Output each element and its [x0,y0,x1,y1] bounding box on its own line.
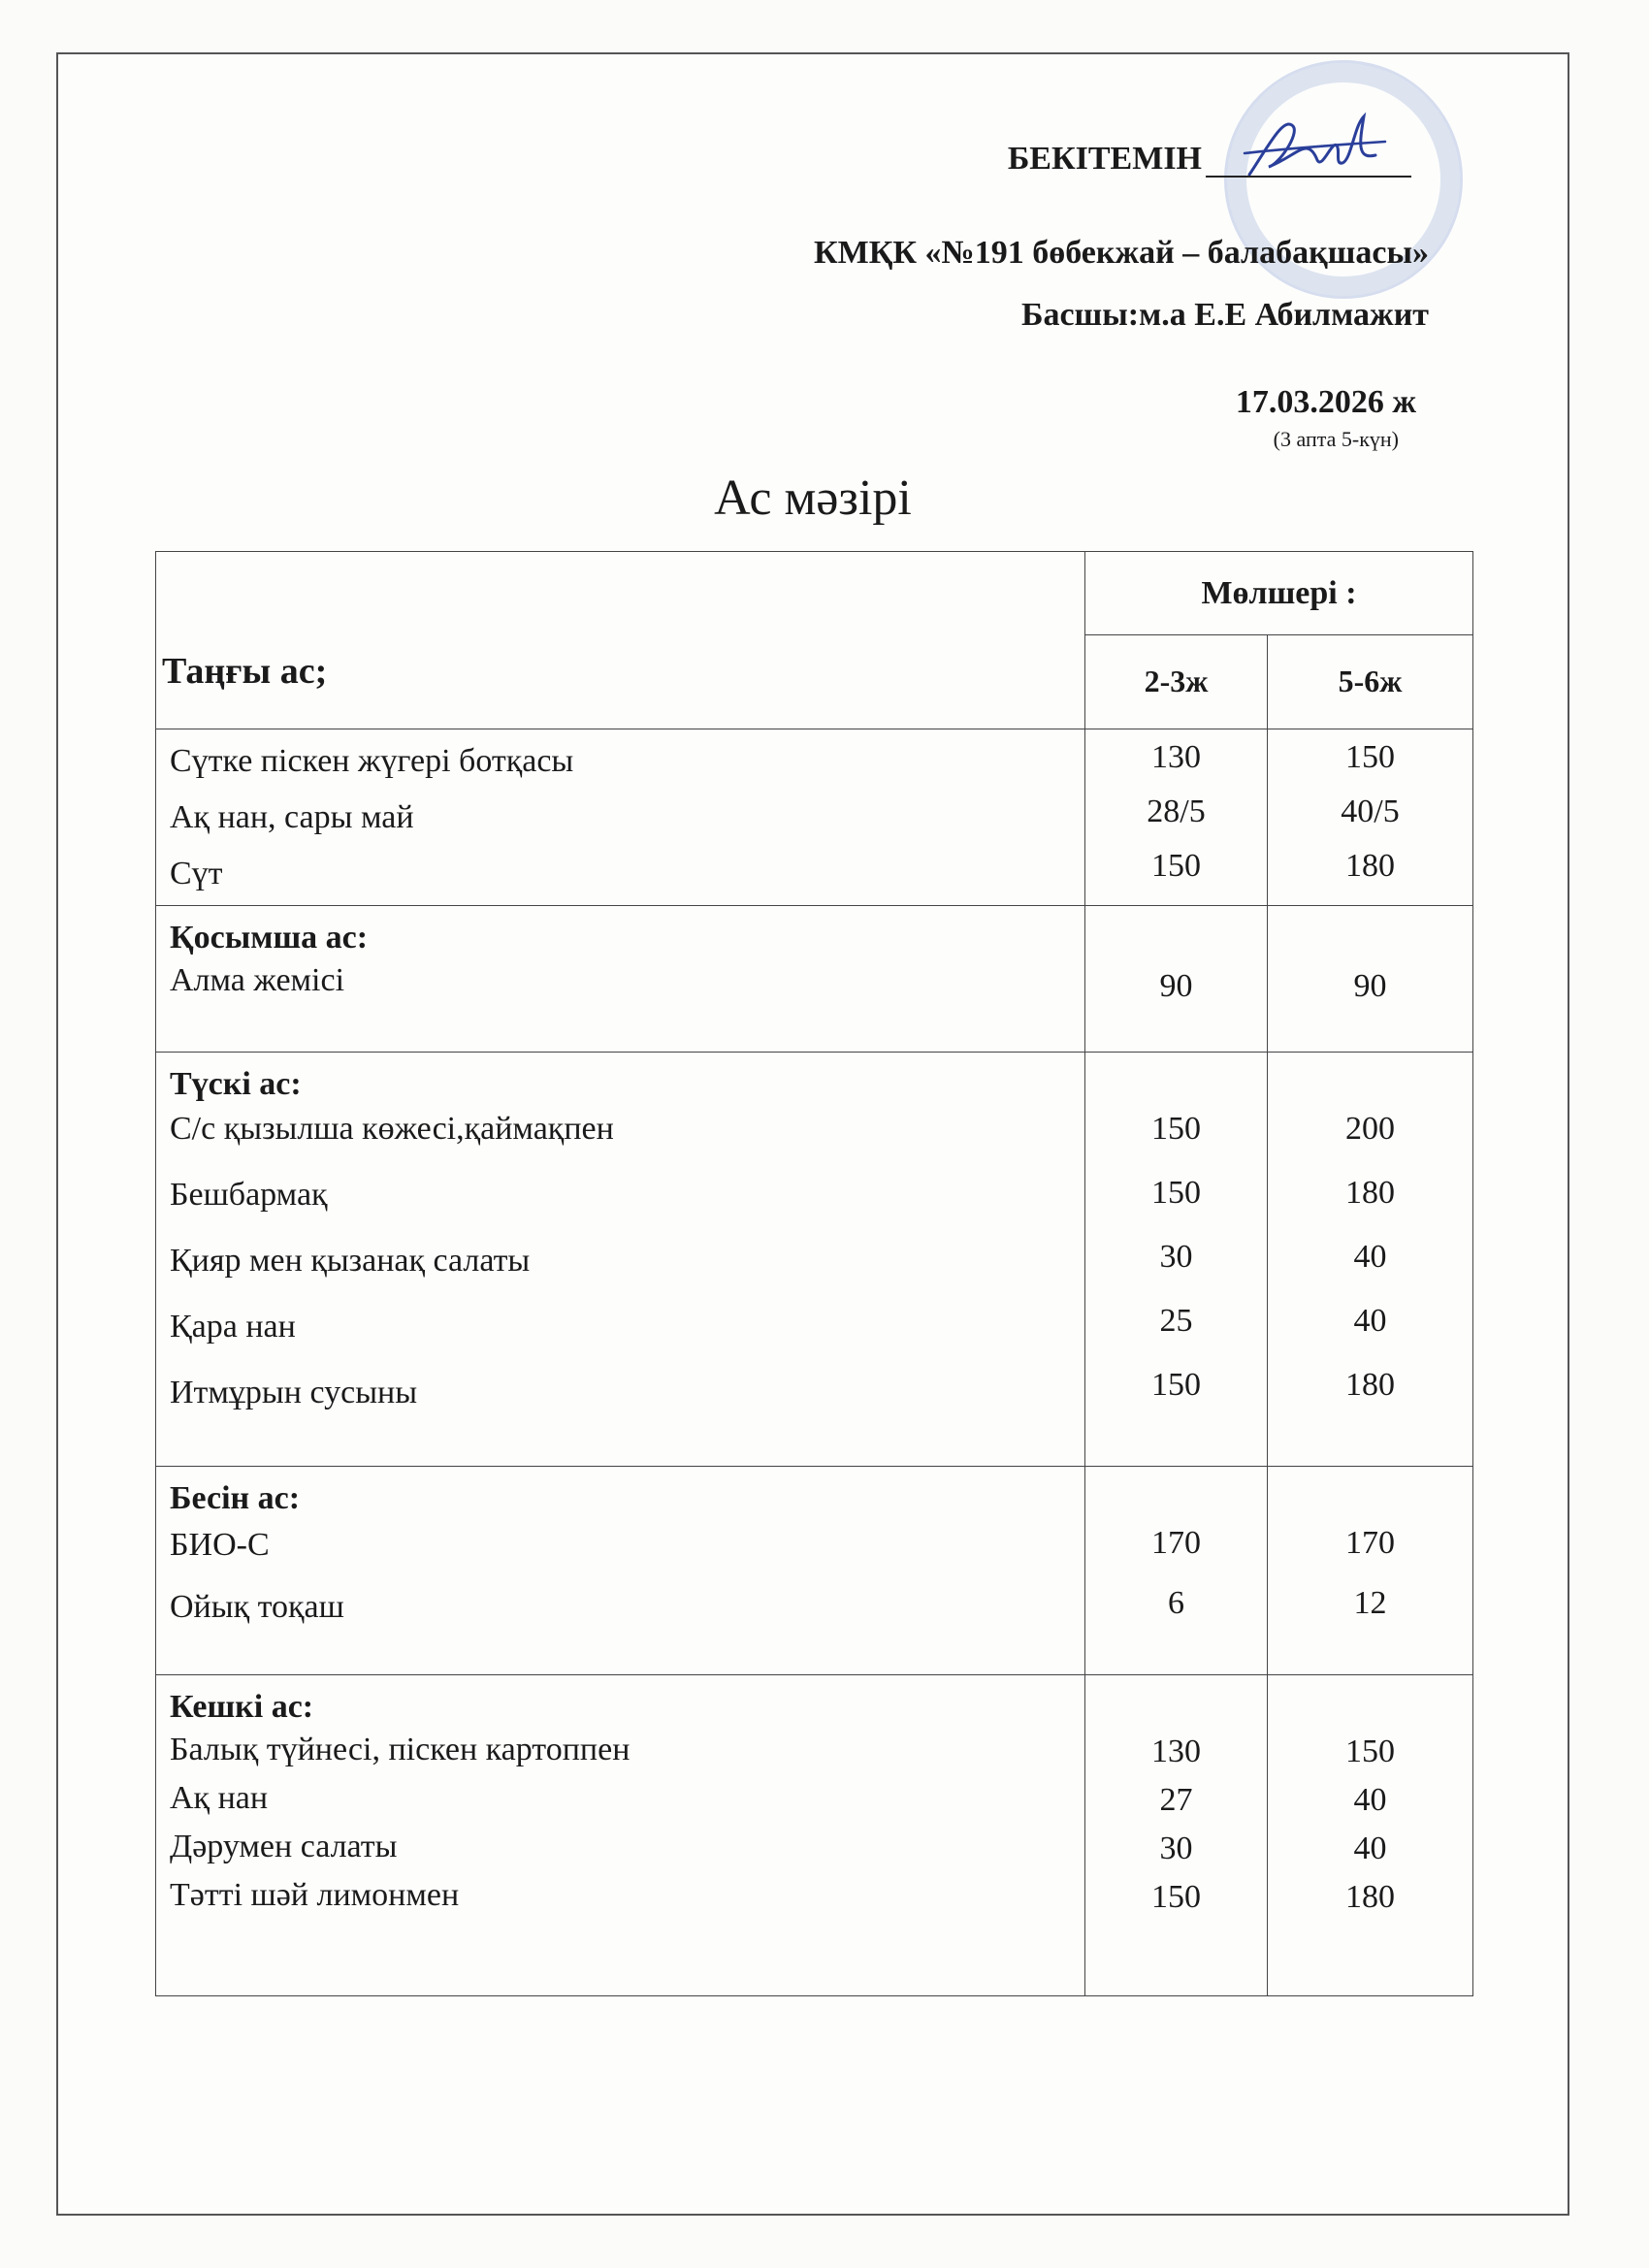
menu-section [156,1052,1473,1466]
section-items [156,1467,1085,1675]
qty-2-3: 130 [1151,738,1201,775]
section-items [156,729,1085,906]
qty-2-3-column [1085,1052,1268,1466]
menu-section [156,906,1473,1053]
quantity-header: Мөлшері : [1085,552,1473,635]
section-title: Бесін ас: [170,1480,301,1517]
qty-5-6: 180 [1345,1174,1395,1211]
qty-2-3: 170 [1151,1525,1201,1562]
menu-section [156,729,1473,906]
qty-5-6-column [1268,1467,1473,1675]
section-items [156,1674,1085,1995]
qty-2-3: 150 [1151,1174,1201,1211]
menu-item: Ойық тоқаш [170,1589,344,1626]
section-items [156,906,1085,1053]
week-day: (3 апта 5-күн) [1273,427,1399,451]
page-title: Ас мәзірі [714,470,912,526]
qty-5-6: 180 [1345,847,1395,884]
qty-2-3: 150 [1151,1878,1201,1915]
menu-item: С/с қызылша көжесі,қаймақпен [170,1110,614,1147]
qty-5-6: 200 [1345,1110,1395,1147]
menu-item: Балық түйнесі, піскен картоппен [170,1731,630,1767]
menu-item: Алма жемісі [170,962,345,999]
qty-5-6: 12 [1353,1585,1387,1622]
age-group-5-6: 5-6ж [1268,635,1473,729]
qty-2-3: 6 [1168,1585,1184,1622]
section-title: Түскі ас: [170,1065,302,1102]
qty-2-3: 27 [1159,1781,1193,1818]
qty-2-3: 25 [1159,1302,1193,1339]
qty-2-3-column [1085,1467,1268,1675]
qty-2-3: 150 [1151,1110,1201,1147]
qty-2-3: 90 [1159,968,1193,1005]
approval-line [1008,141,1411,178]
qty-5-6: 40/5 [1341,793,1400,829]
qty-2-3-column [1085,729,1268,906]
qty-5-6: 90 [1353,968,1387,1005]
qty-2-3: 28/5 [1147,793,1206,829]
menu-item: Сүт [170,855,223,891]
organization-name: КМҚК «№191 бөбекжай – балабақшасы» [814,235,1429,271]
qty-5-6-column [1268,1674,1473,1995]
menu-item: БИО-С [170,1527,270,1564]
menu-section [156,1674,1473,1995]
breakfast-header: Таңғы ас; [156,552,1085,729]
menu-item: Қара нан [170,1308,296,1345]
menu-item: Итмұрын сусыны [170,1374,418,1410]
head-name: Басшы:м.а Е.Е Абилмажит [1020,297,1429,333]
menu-item: Сүтке піскен жүгері ботқасы [170,742,574,779]
menu-section [156,1467,1473,1675]
signature-line [1206,146,1411,178]
qty-5-6: 40 [1353,1238,1387,1275]
qty-5-6-column [1268,906,1473,1053]
qty-2-3: 30 [1159,1830,1193,1866]
qty-5-6: 170 [1345,1525,1395,1562]
menu-item: Қияр мен қызанақ салаты [170,1242,531,1279]
section-title: Кешкі ас: [170,1688,314,1725]
menu-item: Ақ нан [170,1779,269,1816]
menu-table [155,551,1473,1996]
section-items [156,1052,1085,1466]
qty-5-6: 150 [1345,1733,1395,1769]
qty-2-3: 130 [1151,1733,1201,1769]
qty-5-6-column [1268,729,1473,906]
menu-item: Ақ нан, сары май [170,798,414,835]
approval-label: БЕКІТЕМІН [1007,141,1202,177]
section-title: Қосымша ас: [170,920,369,956]
document-date: 17.03.2026 ж [1235,384,1416,420]
qty-5-6: 180 [1345,1878,1395,1915]
qty-2-3-column [1085,1674,1268,1995]
menu-item: Тәтті шәй лимонмен [170,1876,460,1913]
qty-2-3: 30 [1159,1238,1193,1275]
qty-5-6: 180 [1345,1366,1395,1403]
qty-5-6: 40 [1353,1302,1387,1339]
qty-5-6-column [1268,1052,1473,1466]
qty-2-3-column [1085,906,1268,1053]
qty-5-6: 150 [1345,738,1395,775]
menu-item: Дәрумен салаты [170,1828,398,1864]
age-group-2-3: 2-3ж [1085,635,1268,729]
qty-5-6: 40 [1353,1830,1387,1866]
menu-item: Бешбармақ [170,1176,328,1213]
qty-2-3: 150 [1151,1366,1201,1403]
qty-5-6: 40 [1353,1781,1387,1818]
qty-2-3: 150 [1151,847,1201,884]
